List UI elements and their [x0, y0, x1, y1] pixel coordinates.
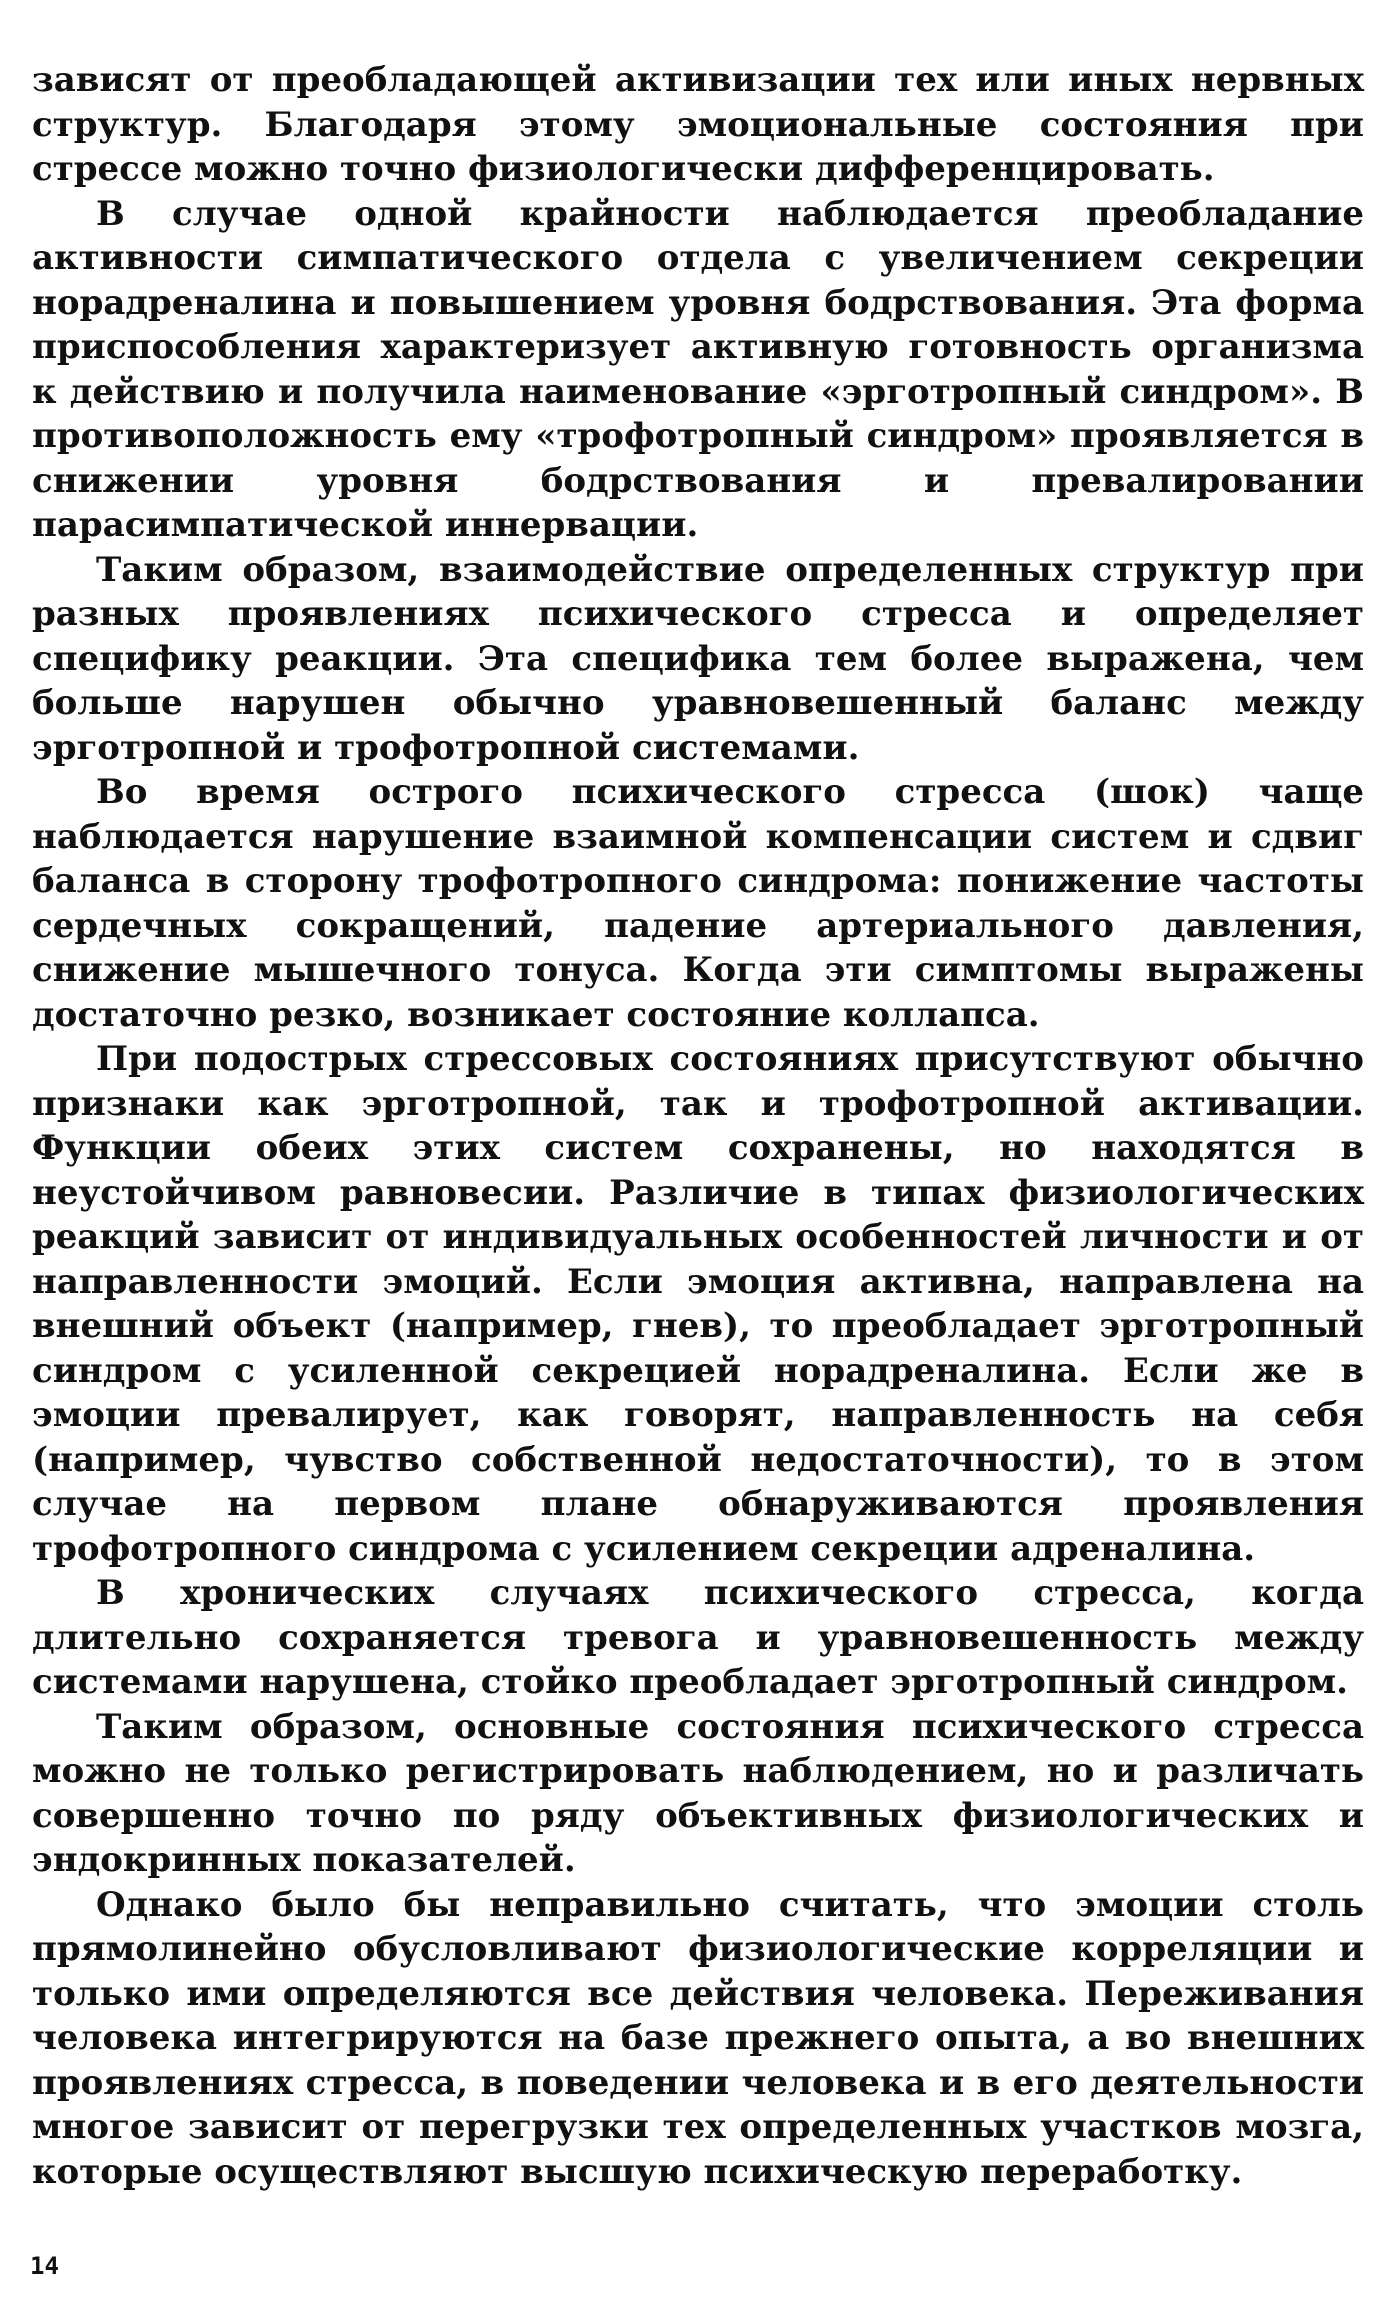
paragraph-8: Однако было бы неправильно считать, что эмоции столь прямолинейно обусловливают физиологические корреляции и только ими определяются все действия человека. Переживания человека интегрируются на базе прежнего опыта, а во внешних проявлениях стресса, в поведении человека и в его деятельности многое зависит от перегрузки тех определенных участков мозга, которые осуществляют высшую психическую переработку.	[32, 1884, 1364, 2192]
paragraph-3: Таким образом, взаимодействие определенных структур при разных проявлениях психического стресса и определяет специфику реакции. Эта специфика тем более выражена, чем больше нарушен обычно уравновешенный баланс между эрготропной и трофотропной системами.	[32, 549, 1364, 768]
paragraph-1: зависят от преобладающей активизации тех или иных нервных структур. Благодаря этому эмоциональные состояния при стрессе можно точно физиологически дифференцировать.	[32, 60, 1364, 189]
page-body	[32, 58, 1364, 2194]
page-number: 14	[30, 2252, 59, 2280]
paragraph-4: Во время острого психического стресса (шок) чаще наблюдается нарушение взаимной компенсации систем и сдвиг баланса в сторону трофотропного синдрома: понижение частоты сердечных сокращений, падение артериального давления, снижение мышечного тонуса. Когда эти симптомы выражены достаточно резко, возникает состояние коллапса.	[32, 772, 1364, 1035]
paragraph-2: В случае одной крайности наблюдается преобладание активности симпатического отдела с увеличением секреции норадреналина и повышением уровня бодрствования. Эта форма приспособления характеризует активную готовность организма к действию и получила наименование «эрготропный синдром». В противоположность ему «трофотропный синдром» проявляется в снижении уровня бодрствования и превалировании парасимпатической иннервации.	[32, 193, 1364, 545]
paragraph-5: При подострых стрессовых состояниях присутствуют обычно признаки как эрготропной, так и трофотропной активации. Функции обеих этих систем сохранены, но находятся в неустойчивом равновесии. Различие в типах физиологических реакций зависит от индивидуальных особенностей личности и от направленности эмоций. Если эмоция активна, направлена на внешний объект (например, гнев), то преобладает эрготропный синдром с усиленной секрецией норадреналина. Если же в эмоции превалирует, как говорят, направленность на себя (например, чувство собственной недостаточности), то в этом случае на первом плане обнаруживаются проявления трофотропного синдрома с усилением секреции адреналина.	[32, 1039, 1364, 1569]
paragraph-6: В хронических случаях психического стресса, когда длительно сохраняется тревога и уравновешенность между системами нарушена, стойко преобладает эрготропный синдром.	[32, 1573, 1364, 1702]
paragraph-7: Таким образом, основные состояния психического стресса можно не только регистрировать наблюдением, но и различать совершенно точно по ряду объективных физиологических и эндокринных показателей.	[32, 1706, 1364, 1880]
